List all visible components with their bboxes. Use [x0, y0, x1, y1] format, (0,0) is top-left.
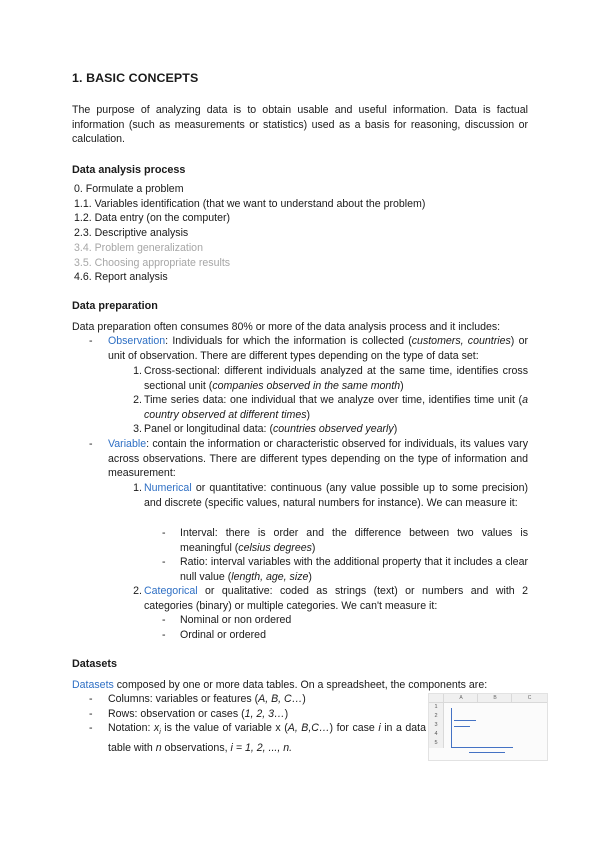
chapter-title: 1. BASIC CONCEPTS [72, 71, 199, 85]
sheet-column-header: B [477, 694, 512, 702]
datasets-intro: Datasets composed by one or more data tables. On a spreadsheet, the components are: [72, 679, 488, 691]
intro-paragraph: The purpose of analyzing data is to obtain usable and useful information. Data is factual information (such as measurements or statistics) used as a basis for reasoning, discussion or calculation. [72, 104, 528, 146]
sheet-annotation [454, 726, 470, 727]
observation-text: Observation: Individuals for which the information is collected (customers, countries) or unit of observation. There are different types depending on the type of data set: [108, 335, 528, 362]
sheet-row-number: 4 [429, 730, 444, 739]
process-steps-list [74, 182, 425, 285]
bullet-dash: - [89, 708, 93, 720]
process-step: 3.5. Choosing appropriate results [74, 256, 231, 269]
sheet-row-number: 5 [429, 739, 444, 748]
process-step: 2.3. Descriptive analysis [74, 227, 189, 240]
bullet-dash: - [89, 335, 93, 347]
columns-arrow [451, 747, 513, 748]
sheet-column-header: A [443, 694, 478, 702]
observation-term: Observation [108, 335, 166, 347]
sheet-row-number: 2 [429, 712, 444, 721]
bullet-dash: - [162, 556, 166, 568]
process-step: 3.4. Problem generalization [74, 241, 203, 254]
process-step: 1.2. Data entry (on the computer) [74, 212, 231, 225]
bullet-dash: - [162, 527, 166, 539]
process-step: 0. Formulate a problem [74, 183, 184, 195]
numerical-term: Numerical [144, 482, 192, 494]
process-step: 4.6. Report analysis [74, 271, 168, 284]
sheet-annotation [469, 752, 505, 753]
spreadsheet-thumbnail [428, 693, 548, 761]
process-step: 1.1. Variables identification (that we want to understand about the problem) [74, 197, 426, 210]
sheet-row-number: 3 [429, 721, 444, 730]
rows-arrow [451, 708, 452, 748]
bullet-dash: - [89, 722, 93, 734]
prep-intro: Data preparation often consumes 80% or more of the data analysis process and it includes: [72, 321, 501, 333]
bullet-dash: - [89, 693, 93, 705]
variable-term: Variable [108, 438, 147, 450]
bullet-dash: - [89, 438, 93, 450]
categorical-term: Categorical [144, 585, 198, 597]
prep-heading: Data preparation [72, 300, 158, 312]
bullet-dash: - [162, 629, 166, 641]
datasets-heading: Datasets [72, 658, 118, 670]
process-heading: Data analysis process [72, 164, 186, 176]
bullet-dash: - [162, 614, 166, 626]
sheet-column-header: C [511, 694, 547, 702]
sheet-row-number: 1 [429, 703, 444, 712]
datasets-term: Datasets [72, 679, 114, 691]
variable-text: Variable: contain the information or characteristic observed for individuals, its values vary across observations. There are different types depending on the type of information and measurement: [108, 438, 528, 480]
sheet-annotation [454, 720, 476, 725]
